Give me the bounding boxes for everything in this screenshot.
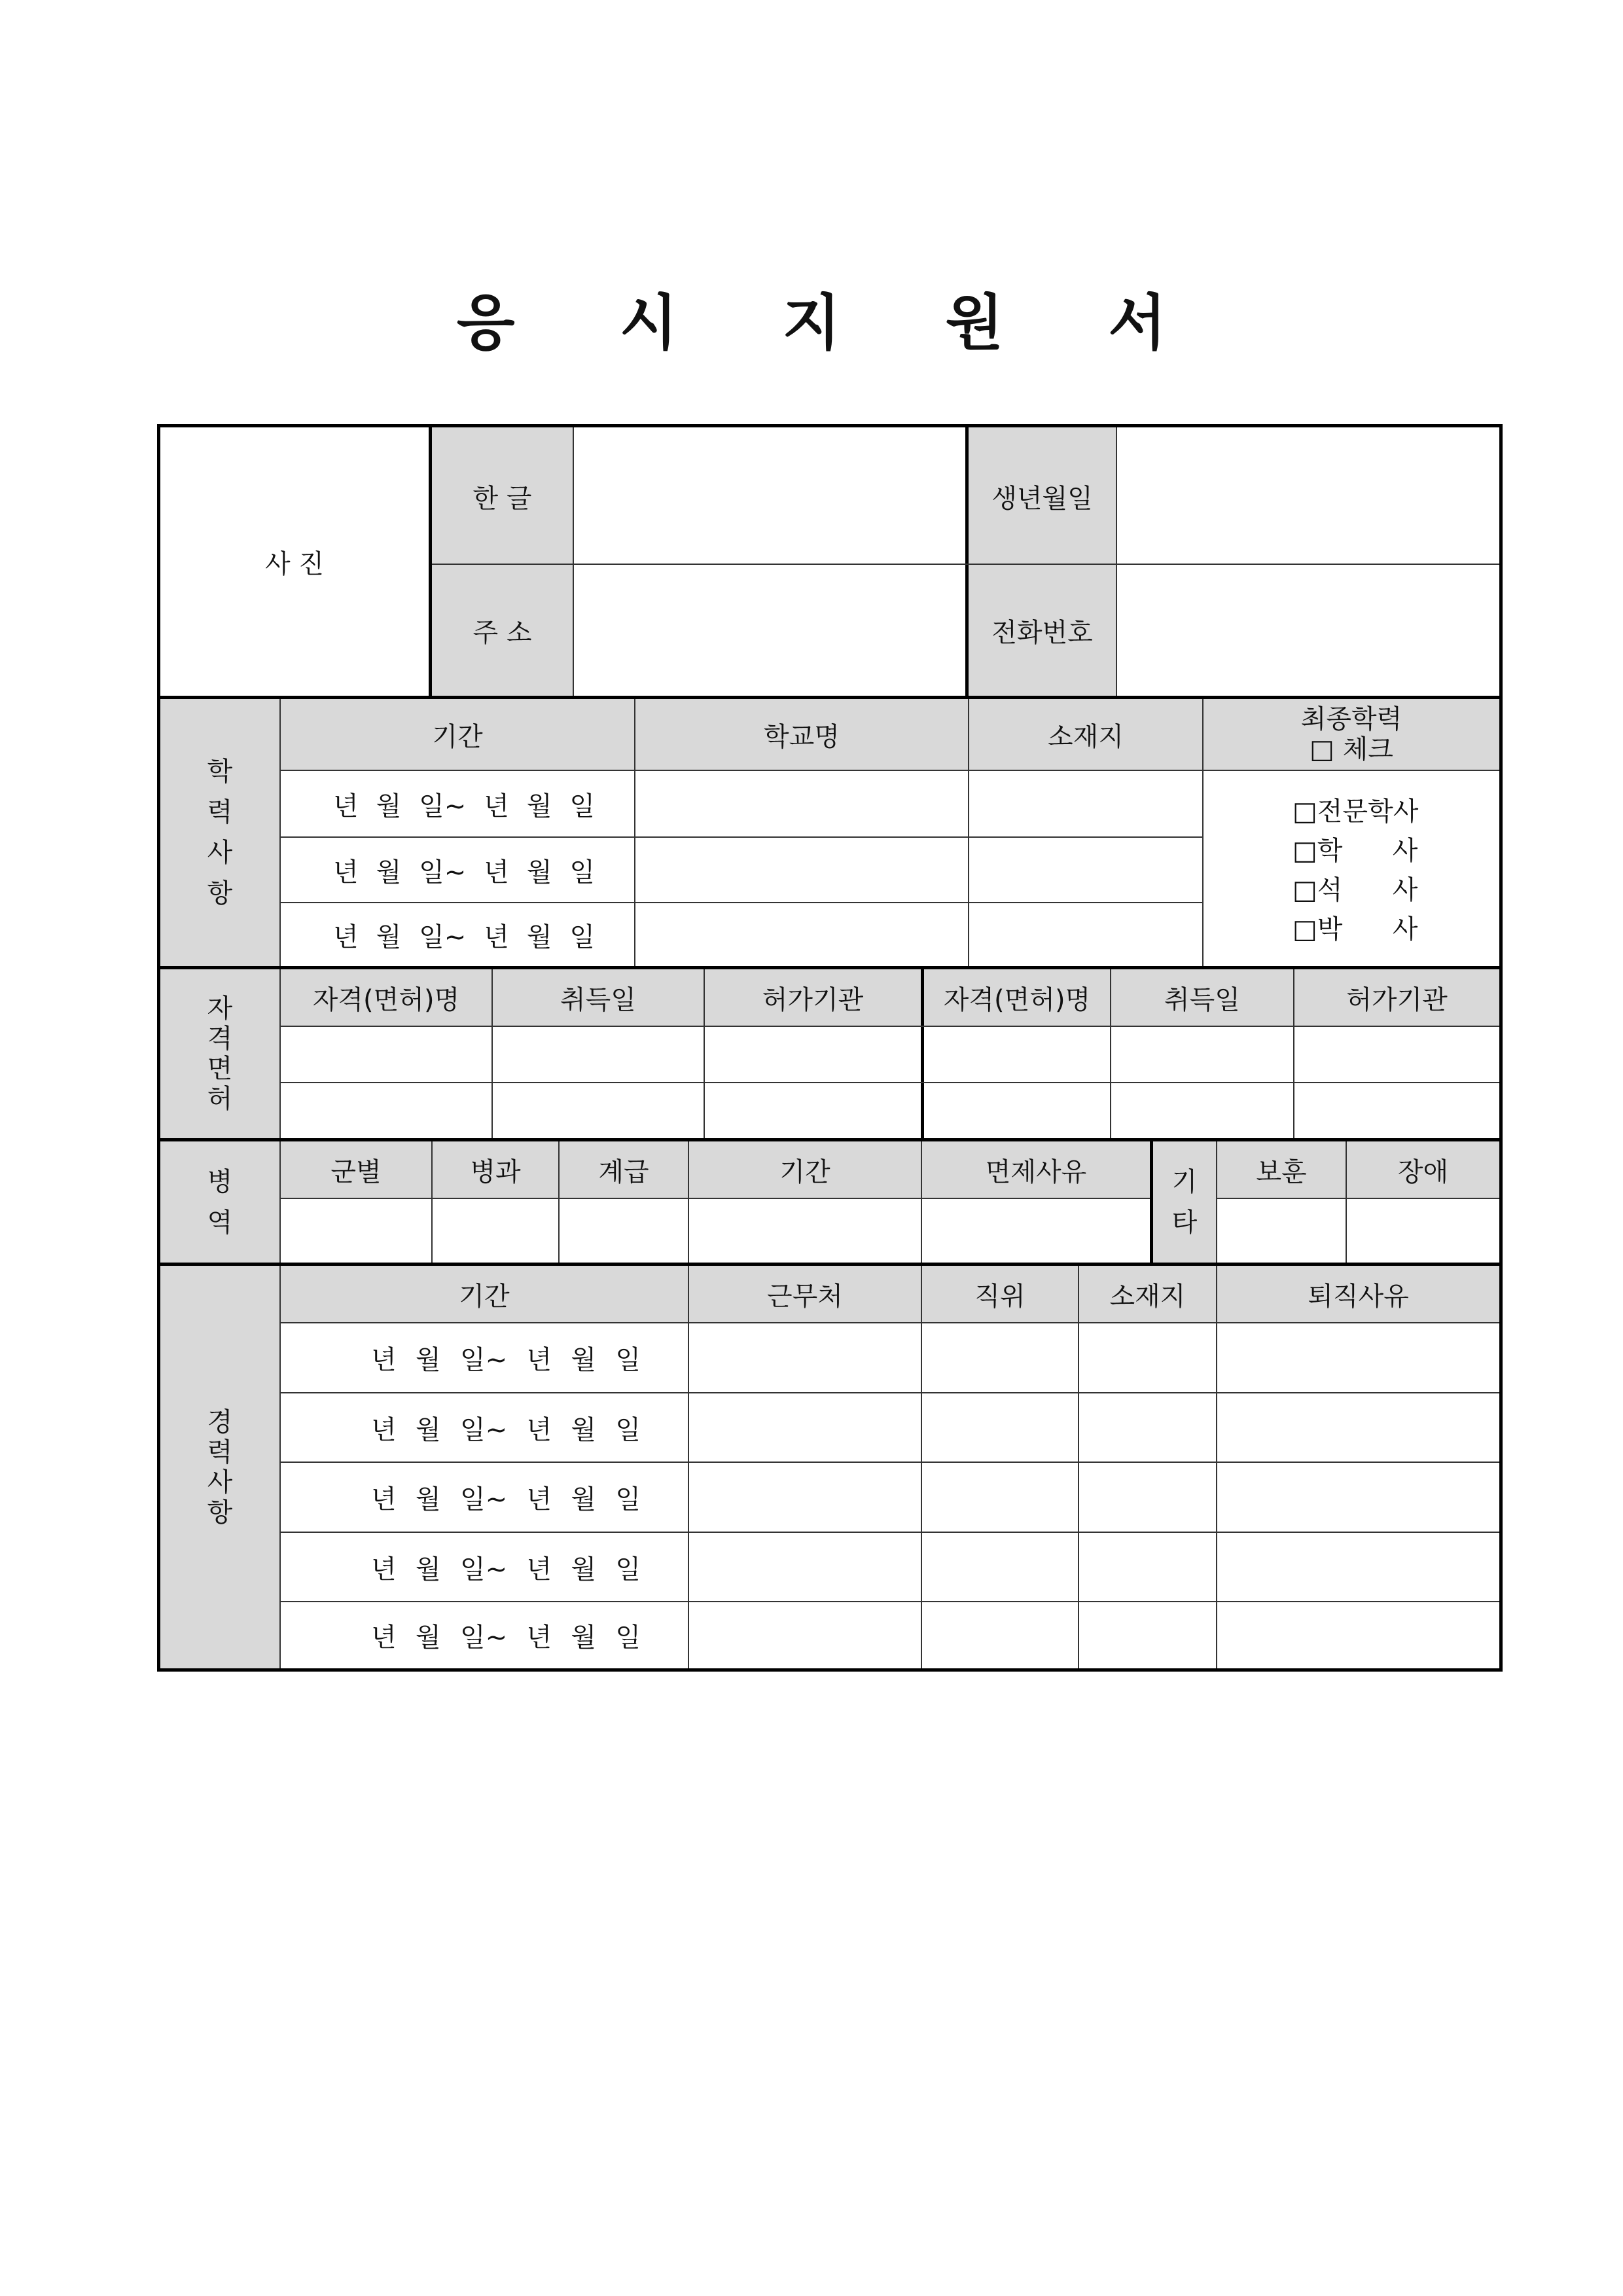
education-section-label: 학 력 사 항	[160, 699, 279, 966]
career-period-row-2[interactable]: 년 월 일~ 년 월 일	[371, 1414, 641, 1445]
education-section	[157, 696, 1503, 969]
education-location-header: 소재지	[969, 699, 1202, 770]
license-issuer-header-1: 허가기관	[705, 969, 921, 1026]
license-row-1[interactable]	[281, 1027, 1499, 1082]
license-issuer-header-2: 허가기관	[1294, 969, 1499, 1026]
military-input-row[interactable]	[281, 1199, 1150, 1263]
career-position-header: 직위	[922, 1266, 1078, 1322]
career-period-row-4[interactable]: 년 월 일~ 년 월 일	[371, 1554, 641, 1585]
photo-label: 사 진	[265, 548, 324, 579]
education-school-header: 학교명	[635, 699, 968, 770]
education-period-row-3[interactable]: 년 월 일~ 년 월 일	[333, 922, 595, 952]
education-period-row-2[interactable]: 년 월 일~ 년 월 일	[333, 857, 595, 888]
document-title: 응 시 지 원 서	[456, 288, 1209, 358]
military-section	[157, 1138, 1503, 1266]
other-input-row[interactable]	[1217, 1199, 1499, 1263]
birth-date-label: 생년월일	[969, 427, 1116, 565]
personal-info-section	[157, 424, 1503, 699]
career-period-row-5[interactable]: 년 월 일~ 년 월 일	[371, 1623, 641, 1653]
phone-label: 전화번호	[969, 565, 1116, 696]
license-section-label: 자 격 면 허	[160, 969, 279, 1138]
license-date-header-2: 취득일	[1111, 969, 1293, 1026]
military-period-header: 기간	[689, 1141, 921, 1198]
military-exemption-header: 면제사유	[922, 1141, 1150, 1198]
military-rank-header: 계급	[560, 1141, 688, 1198]
career-workplace-header: 근무처	[689, 1266, 921, 1322]
military-branch-header: 군별	[281, 1141, 431, 1198]
career-section	[157, 1263, 1503, 1672]
education-period-row-1[interactable]: 년 월 일~ 년 월 일	[333, 791, 595, 821]
license-section	[157, 966, 1503, 1141]
photo-area[interactable]	[160, 427, 429, 696]
military-specialty-header: 병과	[433, 1141, 558, 1198]
degree-option-master[interactable]: □석 사	[1293, 875, 1418, 905]
veteran-header: 보훈	[1217, 1141, 1346, 1198]
phone-input[interactable]	[1117, 565, 1499, 696]
other-section-label: 기 타	[1153, 1141, 1216, 1263]
license-date-header-1: 취득일	[493, 969, 704, 1026]
license-name-header-2: 자격(면허)명	[924, 969, 1110, 1026]
name-input[interactable]	[574, 427, 965, 565]
birth-date-input[interactable]	[1117, 427, 1499, 565]
address-input[interactable]	[574, 565, 965, 696]
disability-header: 장애	[1347, 1141, 1499, 1198]
address-label: 주 소	[432, 565, 573, 696]
military-section-label: 병 역	[160, 1141, 279, 1263]
education-period-header: 기간	[281, 699, 634, 770]
career-location-header: 소재지	[1079, 1266, 1216, 1322]
name-label: 한 글	[432, 427, 573, 565]
career-period-header: 기간	[281, 1266, 688, 1322]
license-row-2[interactable]	[281, 1083, 1499, 1138]
career-section-label: 경 력 사 항	[160, 1266, 279, 1668]
degree-option-associate[interactable]: □전문학사	[1293, 797, 1419, 827]
career-reason-header: 퇴직사유	[1217, 1266, 1499, 1322]
degree-option-bachelor[interactable]: □학 사	[1293, 836, 1418, 866]
career-period-row-1[interactable]: 년 월 일~ 년 월 일	[371, 1345, 641, 1375]
license-name-header-1: 자격(면허)명	[281, 969, 491, 1026]
degree-option-doctorate[interactable]: □박 사	[1293, 914, 1418, 944]
final-education-header: 최종학력 □ 체크	[1204, 699, 1499, 770]
career-period-row-3[interactable]: 년 월 일~ 년 월 일	[371, 1484, 641, 1515]
